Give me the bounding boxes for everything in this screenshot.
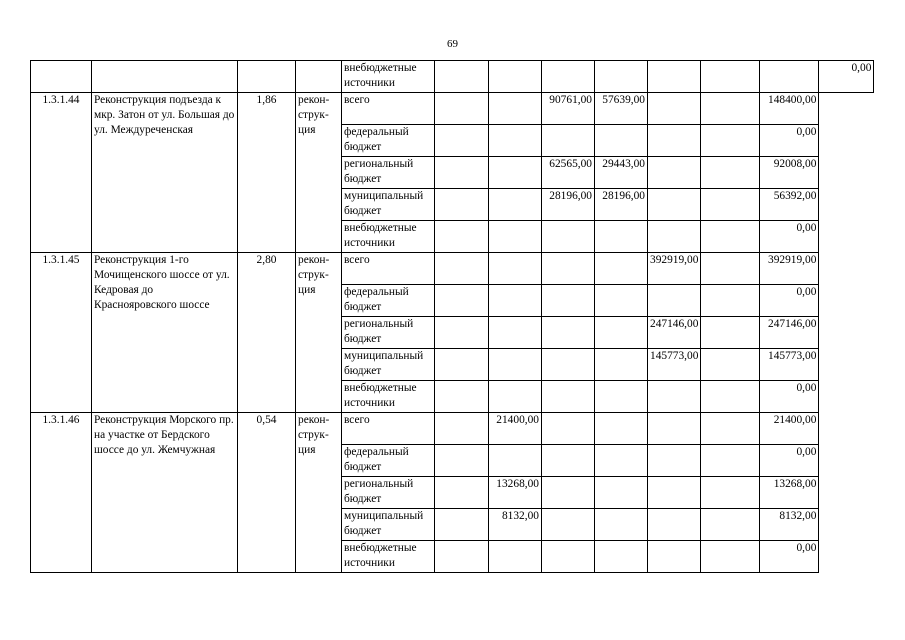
value-cell: 13268,00 [489, 477, 542, 509]
value-cell [701, 445, 760, 477]
value-cell: 28196,00 [542, 189, 595, 221]
value-cell [435, 349, 489, 381]
value-cell [701, 317, 760, 349]
value-cell [701, 349, 760, 381]
total-cell: 0,00 [760, 445, 819, 477]
value-cell [595, 477, 648, 509]
value-cell [435, 93, 489, 125]
value-cell [701, 477, 760, 509]
value-cell [489, 349, 542, 381]
value-cell [701, 221, 760, 253]
total-cell: 56392,00 [760, 189, 819, 221]
value-cell [542, 253, 595, 285]
value-cell: 62565,00 [542, 157, 595, 189]
value-cell [435, 477, 489, 509]
source-label: региональный бюджет [342, 477, 435, 509]
value-cell [701, 253, 760, 285]
value-cell [435, 285, 489, 317]
value-cell [648, 285, 701, 317]
value-cell [542, 541, 595, 573]
value-cell [542, 125, 595, 157]
value-cell [648, 477, 701, 509]
value-cell [595, 349, 648, 381]
total-cell: 0,00 [819, 61, 874, 93]
source-label: федеральный бюджет [342, 285, 435, 317]
source-label: муниципальный бюджет [342, 509, 435, 541]
value-cell [701, 157, 760, 189]
value-cell: 28196,00 [595, 189, 648, 221]
value-cell [595, 541, 648, 573]
value-cell [542, 381, 595, 413]
total-cell: 145773,00 [760, 349, 819, 381]
source-label: внебюджетные источники [342, 221, 435, 253]
value-cell [489, 253, 542, 285]
item-name: Реконструкция подъезда к мкр. Затон от ул. Большая до ул. Междуреченская [92, 93, 238, 253]
value-cell: 247146,00 [648, 317, 701, 349]
value-cell [701, 189, 760, 221]
value-cell [435, 317, 489, 349]
value-cell [542, 61, 595, 93]
value-cell [595, 253, 648, 285]
source-label: региональный бюджет [342, 157, 435, 189]
total-cell: 0,00 [760, 285, 819, 317]
total-cell: 0,00 [760, 381, 819, 413]
value-cell: 90761,00 [542, 93, 595, 125]
value-cell [648, 541, 701, 573]
value-cell [542, 221, 595, 253]
value-cell [435, 221, 489, 253]
value-cell [542, 445, 595, 477]
value-cell [435, 189, 489, 221]
item-work-type: рекон-струк-ция [296, 413, 342, 573]
value-cell [489, 125, 542, 157]
value-cell [701, 285, 760, 317]
value-cell [595, 221, 648, 253]
value-cell [648, 125, 701, 157]
value-cell [489, 157, 542, 189]
item-code: 1.3.1.45 [31, 253, 92, 413]
value-cell [435, 125, 489, 157]
value-cell [542, 509, 595, 541]
value-cell [701, 61, 760, 93]
value-cell [648, 61, 701, 93]
value-cell [435, 541, 489, 573]
total-cell: 13268,00 [760, 477, 819, 509]
value-cell [648, 381, 701, 413]
funding-table [30, 60, 874, 573]
value-cell [595, 509, 648, 541]
table-row [31, 413, 874, 445]
value-cell [648, 445, 701, 477]
value-cell [435, 61, 489, 93]
value-cell [435, 381, 489, 413]
value-cell [542, 285, 595, 317]
value-cell [701, 413, 760, 445]
value-cell [595, 125, 648, 157]
value-cell [435, 445, 489, 477]
value-cell [435, 509, 489, 541]
value-cell: 21400,00 [489, 413, 542, 445]
source-label: всего [342, 413, 435, 445]
item-code: 1.3.1.44 [31, 93, 92, 253]
item-work-type: рекон-струк-ция [296, 93, 342, 253]
source-cell: внебюджетные источники [342, 61, 435, 93]
total-cell: 148400,00 [760, 93, 819, 125]
value-cell [595, 381, 648, 413]
table-body [31, 61, 874, 573]
value-cell [489, 189, 542, 221]
value-cell [435, 413, 489, 445]
total-cell: 21400,00 [760, 413, 819, 445]
value-cell [648, 509, 701, 541]
item-name: Реконструкция 1-го Мочищенского шоссе от ул. Кедровая до Краснояровского шоссе [92, 253, 238, 413]
value-cell [489, 541, 542, 573]
length-cell [238, 61, 296, 93]
source-label: федеральный бюджет [342, 445, 435, 477]
value-cell [760, 61, 819, 93]
total-cell: 8132,00 [760, 509, 819, 541]
page-number: 69 [447, 38, 458, 50]
value-cell [648, 157, 701, 189]
total-cell: 392919,00 [760, 253, 819, 285]
total-cell: 0,00 [760, 125, 819, 157]
table-row [31, 253, 874, 285]
item-code: 1.3.1.46 [31, 413, 92, 573]
item-name: Реконструкция Морского пр. на участке от Бердского шоссе до ул. Жемчужная [92, 413, 238, 573]
value-cell [648, 221, 701, 253]
value-cell [542, 317, 595, 349]
value-cell: 29443,00 [595, 157, 648, 189]
code-cell [31, 61, 92, 93]
value-cell [435, 157, 489, 189]
value-cell [489, 221, 542, 253]
item-length: 2,80 [238, 253, 296, 413]
value-cell [489, 61, 542, 93]
value-cell [648, 189, 701, 221]
value-cell [595, 445, 648, 477]
value-cell: 392919,00 [648, 253, 701, 285]
source-label: внебюджетные источники [342, 541, 435, 573]
source-label: всего [342, 93, 435, 125]
value-cell [648, 93, 701, 125]
source-label: всего [342, 253, 435, 285]
value-cell [489, 93, 542, 125]
value-cell [542, 413, 595, 445]
value-cell [542, 349, 595, 381]
value-cell: 8132,00 [489, 509, 542, 541]
value-cell [595, 413, 648, 445]
total-cell: 0,00 [760, 541, 819, 573]
value-cell [489, 445, 542, 477]
value-cell [648, 413, 701, 445]
source-label: муниципальный бюджет [342, 189, 435, 221]
value-cell [701, 381, 760, 413]
name-cell [92, 61, 238, 93]
source-label: региональный бюджет [342, 317, 435, 349]
value-cell [595, 61, 648, 93]
value-cell [701, 509, 760, 541]
value-cell [489, 381, 542, 413]
total-cell: 92008,00 [760, 157, 819, 189]
value-cell [701, 125, 760, 157]
source-label: внебюджетные источники [342, 381, 435, 413]
work-type-cell [296, 61, 342, 93]
value-cell [595, 317, 648, 349]
item-length: 0,54 [238, 413, 296, 573]
item-work-type: рекон-струк-ция [296, 253, 342, 413]
value-cell [701, 93, 760, 125]
value-cell [542, 477, 595, 509]
source-label: федеральный бюджет [342, 125, 435, 157]
total-cell: 247146,00 [760, 317, 819, 349]
value-cell: 57639,00 [595, 93, 648, 125]
value-cell [595, 285, 648, 317]
value-cell [489, 285, 542, 317]
item-length: 1,86 [238, 93, 296, 253]
table-row [31, 61, 874, 93]
value-cell [435, 253, 489, 285]
value-cell [489, 317, 542, 349]
source-label: муниципальный бюджет [342, 349, 435, 381]
table-row [31, 93, 874, 125]
value-cell: 145773,00 [648, 349, 701, 381]
value-cell [701, 541, 760, 573]
total-cell: 0,00 [760, 221, 819, 253]
